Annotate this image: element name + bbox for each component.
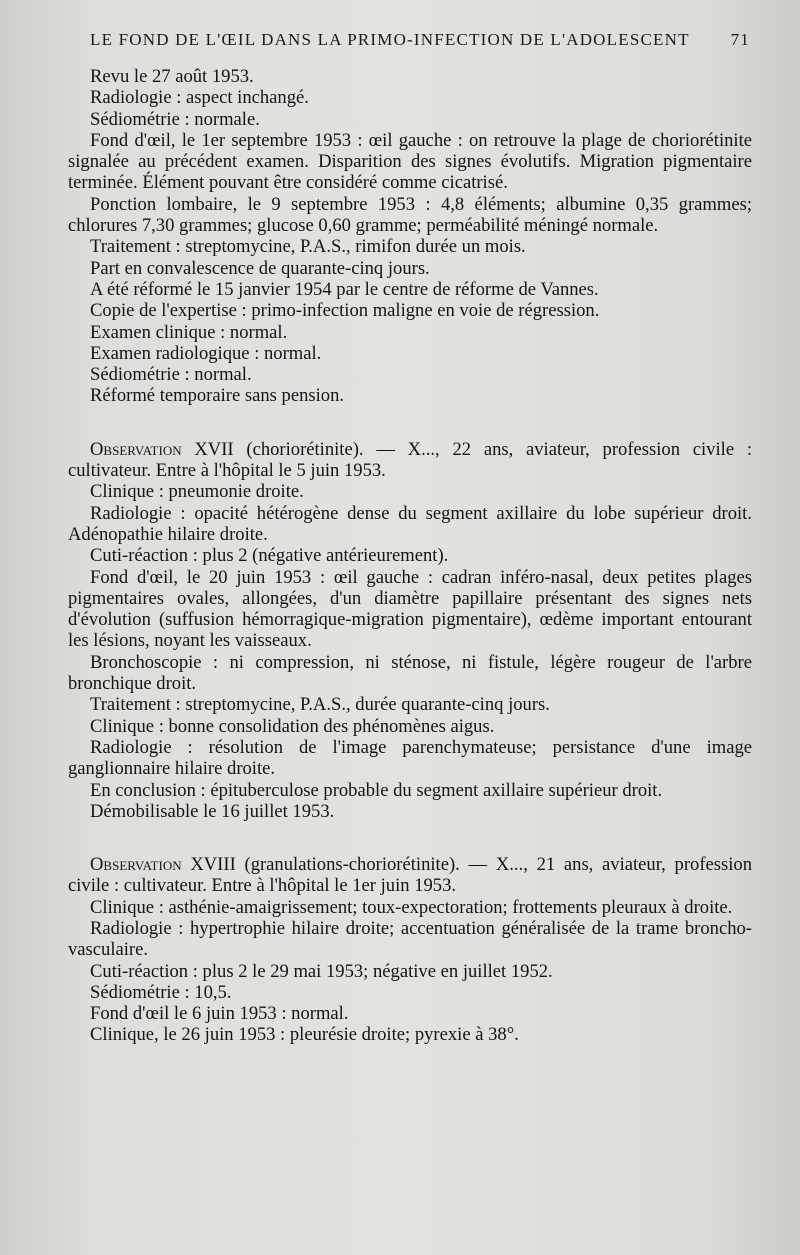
page-number: 71 — [730, 30, 750, 49]
paragraph: Sédiométrie : normale. — [90, 108, 260, 130]
paragraph: Cuti-réaction : plus 2 le 29 mai 1953; négative en juillet 1952. — [90, 960, 553, 982]
paragraph: Clinique : asthénie-amaigrissement; toux-expectoration; frottements pleuraux à droite. — [90, 896, 733, 918]
paragraph: Revu le 27 août 1953. — [90, 66, 254, 87]
paragraph: Radiologie : opacité hétérogène dense du segment axillaire du lobe supérieur droit. Adénopathie hilaire droite. — [68, 502, 752, 545]
observation-16-continuation — [68, 66, 752, 407]
paragraph: Radiologie : résolution de l'image parenchymateuse; persistance d'une image ganglionnaire hilaire droite. — [68, 736, 752, 780]
paragraph: Bronchoscopie : ni compression, ni sténose, ni fistule, légère rougeur de l'arbre bronchique droit. — [68, 651, 752, 695]
paragraph: Ponction lombaire, le 9 septembre 1953 : 4,8 éléments; albumine 0,35 grammes; chlorures 7,30 grammes; glucose 0,60 gramme; perméabilité méningé normale. — [68, 193, 752, 237]
paragraph: Sédiométrie : normal. — [90, 364, 252, 386]
paragraph: Radiologie : hypertrophie hilaire droite; accentuation généralisée de la trame broncho-vasculaire. — [68, 917, 752, 961]
paragraph: Fond d'œil, le 20 juin 1953 : œil gauche : cadran inféro-nasal, deux petites plages pigmentaires ovales, allongées, d'un diamètre papillaire présentant des signes nets d'évolution (suffusion hémorragique-migration pigmentaire), œdème important entourant les lésions, noyant les vaisseaux. — [68, 566, 752, 652]
paragraph: Examen radiologique : normal. — [90, 342, 322, 364]
paragraph: En conclusion : épituberculose probable du segment axillaire supérieur droit. — [90, 779, 663, 801]
paragraph: Copie de l'expertise : primo-infection maligne en voie de régression. — [90, 300, 600, 322]
observation-intro: (granulations-choriorétinite). — X..., 21 ans, aviateur, profession civile : cultivateur. Entre à l'hôpital le 1er juin 1953. — [68, 854, 753, 897]
paragraph: A été réformé le 15 janvier 1954 par le centre de réforme de Vannes. — [90, 278, 599, 300]
observation-heading — [68, 854, 752, 897]
paragraph: Démobilisable le 16 juillet 1953. — [90, 800, 335, 822]
running-title: LE FOND DE L'ŒIL DANS LA PRIMO-INFECTION DE L'ADOLESCENT — [90, 30, 690, 49]
observation-intro: (choriorétinite). — X..., 22 ans, aviateur, profession civile : cultivateur. Entre à l'hôpital le 5 juin 1953. — [68, 438, 752, 482]
paragraph: Sédiométrie : 10,5. — [90, 981, 232, 1003]
paragraph: Traitement : streptomycine, P.A.S., durée quarante-cinq jours. — [90, 694, 550, 716]
observation-heading — [68, 439, 752, 482]
observation-label: Observation XVII — [90, 438, 234, 460]
paragraph: Fond d'œil, le 1er septembre 1953 : œil gauche : on retrouve la plage de choriorétinite signalée au précédent examen. Disparition des signes évolutifs. Migration pigmentaire terminée. Élément pouvant être considéré comme cicatrisé. — [68, 129, 752, 194]
paragraph: Fond d'œil le 6 juin 1953 : normal. — [90, 1003, 349, 1025]
paragraph: Réformé temporaire sans pension. — [90, 385, 345, 407]
paragraph: Part en convalescence de quarante-cinq jours. — [90, 257, 430, 279]
paragraph: Clinique : bonne consolidation des phénomènes aigus. — [90, 715, 495, 737]
paragraph: Traitement : streptomycine, P.A.S., rimifon durée un mois. — [90, 236, 526, 258]
running-header — [90, 30, 750, 50]
observation-label: Observation XVIII — [90, 854, 236, 876]
observation-18 — [68, 854, 752, 1046]
observation-17 — [68, 439, 752, 822]
paragraph: Examen clinique : normal. — [90, 321, 288, 343]
paragraph: Clinique : pneumonie droite. — [90, 481, 304, 503]
page-body — [68, 66, 752, 1046]
paragraph: Radiologie : aspect inchangé. — [90, 87, 309, 109]
paragraph: Clinique, le 26 juin 1953 : pleurésie droite; pyrexie à 38°. — [90, 1024, 519, 1046]
paragraph: Cuti-réaction : plus 2 (négative antérieurement). — [90, 545, 449, 567]
